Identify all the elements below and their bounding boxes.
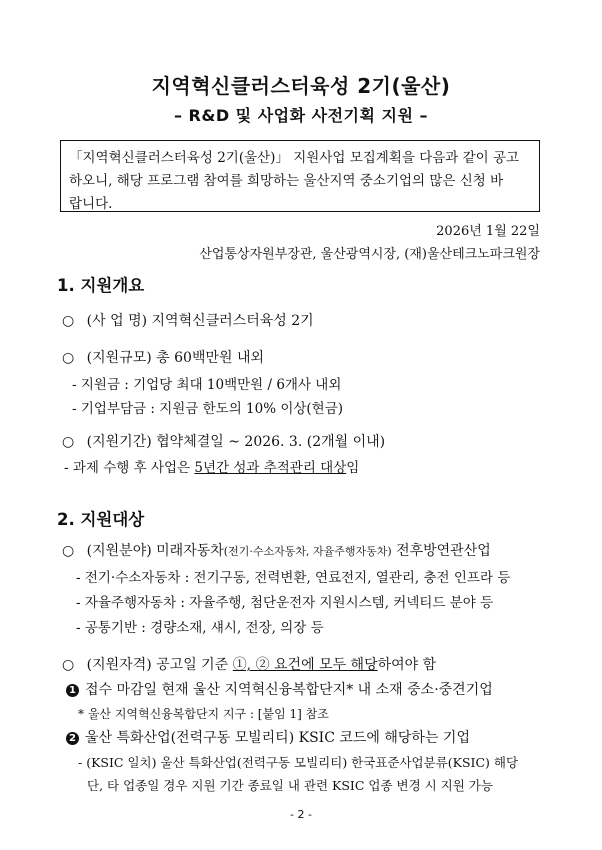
overview-subitem: - 지원금 : 기업당 최대 10백만원 / 6개사 내외 [72,377,342,393]
number-circle-icon: 1 [66,684,79,697]
notice-line: 「지역혁신클러스터육성 2기(울산)」 지원사업 모집계획을 다음과 같이 공고 [69,150,520,166]
requirement-1: 1 접수 마감일 현재 울산 지역혁신융복합단지* 내 소재 중소·중견기업 [66,679,493,699]
item-text: 지역혁신클러스터육성 2기 [151,313,314,329]
section-heading-overview: 1. 지원개요 [57,276,145,295]
notice-box [60,140,540,212]
number-circle-icon: 2 [66,732,79,745]
overview-item-scale [62,347,264,367]
requirement-note: * 울산 지역혁신융복합단지 지구 : [붙임 1] 참조 [78,707,329,721]
item-text: 협약체결일 ~ 2026. 3. (2개월 이내) [156,434,386,450]
document-subtitle: – R&D 및 사업화 사전기획 지원 – [173,106,429,125]
overview-item-period [62,431,385,451]
announcement-date: 2026년 1월 22일 [436,224,540,239]
overview-subitem: - 과제 수행 후 사업은 5년간 성과 추적관리 대상임 [64,460,360,476]
requirement-detail: - (KSIC 일치) 울산 특화산업(전력구동 모빌리티) 한국표준사업분류(KSIC) 해당 [78,755,519,770]
item-label: (지원기간) [86,434,152,450]
overview-subitem: - 기업부담금 : 지원금 한도의 10% 이상(현금) [72,401,344,417]
underlined-text: ①, ② 요건에 모두 해당 [232,657,378,673]
section-heading-target: 2. 지원대상 [57,510,145,529]
bullet-circle: ○ [62,313,75,329]
field-subitem: - 공통기반 : 경량소재, 섀시, 전장, 의장 등 [76,620,324,636]
underlined-text: 5년간 성과 추적관리 대상 [194,460,347,476]
target-eligibility: ○ (지원자격) 공고일 기준 ①, ② 요건에 모두 해당하여야 함 [62,657,437,673]
bullet-circle: ○ [62,543,75,559]
target-field: ○ (지원분야) 미래자동차(전기·수소자동차, 자율주행자동차) 전후방연관산업 [62,543,491,559]
field-subitem: - 전기·수소자동차 : 전기구동, 전력변환, 연료전지, 열관리, 충전 인프라 등 [76,570,511,586]
requirement-2: 2 울산 특화산업(전력구동 모빌리티) KSIC 코드에 해당하는 기업 [66,727,470,747]
page-number: - 2 - [290,808,312,821]
overview-item-name [62,310,314,330]
bullet-circle: ○ [62,350,75,366]
notice-line: 하오니, 해당 프로그램 참여를 희망하는 울산지역 중소기업의 많은 신청 바 [69,173,504,189]
item-label: (지원분야) [86,543,152,559]
document-title: 지역혁신클러스터육성 2기(울산) [151,74,451,98]
bullet-circle: ○ [62,657,75,673]
signatories: 산업통상자원부장관, 울산광역시장, (재)울산테크노파크원장 [199,247,540,262]
item-label: (지원자격) [86,657,152,673]
notice-line: 랍니다. [69,196,113,212]
item-text: 총 60백만원 내외 [156,350,265,366]
requirement-detail-cont: 단, 타 업종일 경우 지원 기간 종료일 내 관련 KSIC 업종 변경 시 지원 가능 [87,778,493,793]
field-subitem: - 자율주행자동차 : 자율주행, 첨단운전자 지원시스템, 커넥티드 분야 등 [76,595,494,611]
item-label: (사 업 명) [86,313,148,329]
bullet-circle: ○ [62,434,75,450]
item-label: (지원규모) [86,350,152,366]
